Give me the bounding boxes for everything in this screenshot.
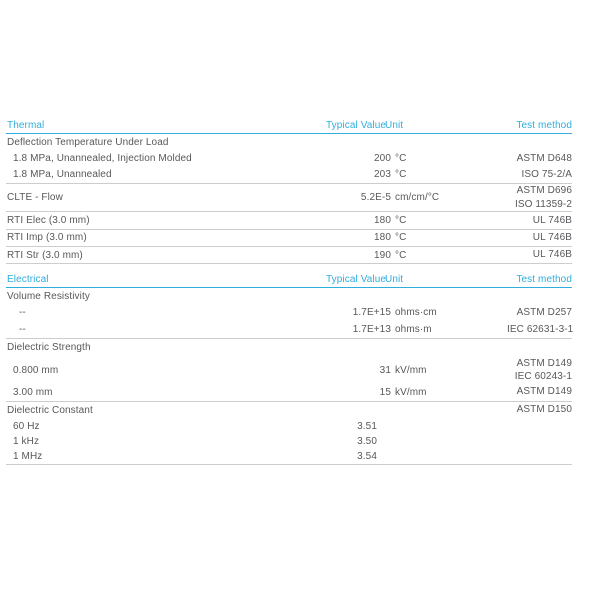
row-value: 203 <box>374 169 391 181</box>
row-test-method: ASTM D149 <box>516 386 572 398</box>
row-label: RTI Imp (3.0 mm) <box>7 232 87 244</box>
electrical-section <box>6 272 572 464</box>
row-label: 3.00 mm <box>13 386 53 398</box>
table-row <box>6 419 572 435</box>
row-label: RTI Str (3.0 mm) <box>7 249 83 261</box>
row-unit: °C <box>395 214 407 226</box>
unit-column-header: Unit <box>385 120 404 131</box>
row-value: 190 <box>374 249 391 261</box>
row-value: 1.7E+13 <box>352 323 391 335</box>
row-label: 1.8 MPa, Unannealed <box>13 169 112 181</box>
table-row <box>6 402 572 419</box>
row-value: 1.7E+15 <box>352 307 391 319</box>
row-label: 1 kHz <box>13 436 40 448</box>
table-row <box>6 450 572 465</box>
table-row <box>6 339 572 357</box>
row-label: 1.8 MPa, Unannealed, Injection Molded <box>13 153 192 165</box>
row-label: Dielectric Constant <box>7 404 93 416</box>
row-unit: cm/cm/°C <box>395 192 440 204</box>
table-header-row <box>6 118 572 134</box>
property-datasheet-table <box>6 118 572 465</box>
method-column-header: Test method <box>516 274 572 286</box>
row-unit: °C <box>395 232 407 244</box>
unit-column-header: Unit <box>385 274 404 286</box>
row-value: 3.54 <box>357 451 377 463</box>
row-unit: kV/mm <box>395 364 427 376</box>
row-test-method: ISO 75-2/A <box>521 169 572 181</box>
row-label: 0.800 mm <box>13 364 59 376</box>
table-row <box>6 247 572 264</box>
row-test-method: ASTM D696 ISO 11359-2 <box>514 185 572 210</box>
table-row <box>6 384 572 402</box>
row-value: 200 <box>374 153 391 165</box>
row-unit: °C <box>395 169 407 181</box>
row-test-method: ASTM D648 <box>516 152 572 164</box>
row-unit: kV/mm <box>395 386 427 398</box>
row-label: 60 Hz <box>13 420 40 432</box>
table-row <box>6 212 572 229</box>
table-row <box>6 167 572 184</box>
row-test-method: ASTM D149 IEC 60243-1 <box>514 357 572 383</box>
table-header-row <box>6 272 572 288</box>
value-column-header: Typical Value <box>326 120 387 131</box>
row-label: CLTE - Flow <box>7 192 63 204</box>
row-test-method: UL 746B <box>532 232 572 243</box>
section-title: Thermal <box>7 120 45 131</box>
row-test-method: UL 746B <box>532 249 572 261</box>
row-label: Deflection Temperature Under Load <box>7 136 169 148</box>
row-label: Volume Resistivity <box>7 291 90 303</box>
row-test-method: IEC 62631-3-1 <box>507 323 574 335</box>
row-test-method: ASTM D150 <box>516 404 572 416</box>
row-value: 180 <box>374 214 391 226</box>
row-unit: ohms·m <box>395 323 432 335</box>
row-label: Dielectric Strength <box>7 342 91 354</box>
row-label: -- <box>19 307 26 319</box>
row-value: 3.50 <box>357 436 377 448</box>
table-row <box>6 184 572 212</box>
table-row <box>6 321 572 338</box>
row-label: -- <box>19 323 26 335</box>
table-row <box>6 434 572 450</box>
value-column-header: Typical Value <box>326 274 387 286</box>
row-label: 1 MHz <box>13 451 43 463</box>
row-value: 15 <box>379 386 391 398</box>
table-row <box>6 134 572 150</box>
row-unit: °C <box>395 153 407 165</box>
row-label: RTI Elec (3.0 mm) <box>7 214 90 226</box>
row-value: 31 <box>379 364 391 376</box>
thermal-section <box>6 118 572 264</box>
table-row <box>6 288 572 304</box>
table-row <box>6 150 572 166</box>
table-row <box>6 357 572 384</box>
table-row <box>6 305 572 321</box>
section-title: Electrical <box>7 274 49 286</box>
row-value: 180 <box>374 232 391 244</box>
row-test-method: UL 746B <box>532 214 572 226</box>
row-test-method: ASTM D257 <box>516 307 572 319</box>
row-value: 5.2E-5 <box>360 192 391 204</box>
table-row <box>6 230 572 247</box>
row-unit: °C <box>395 249 407 261</box>
row-value: 3.51 <box>357 420 377 432</box>
row-unit: ohms·cm <box>395 307 437 319</box>
method-column-header: Test method <box>516 119 572 131</box>
